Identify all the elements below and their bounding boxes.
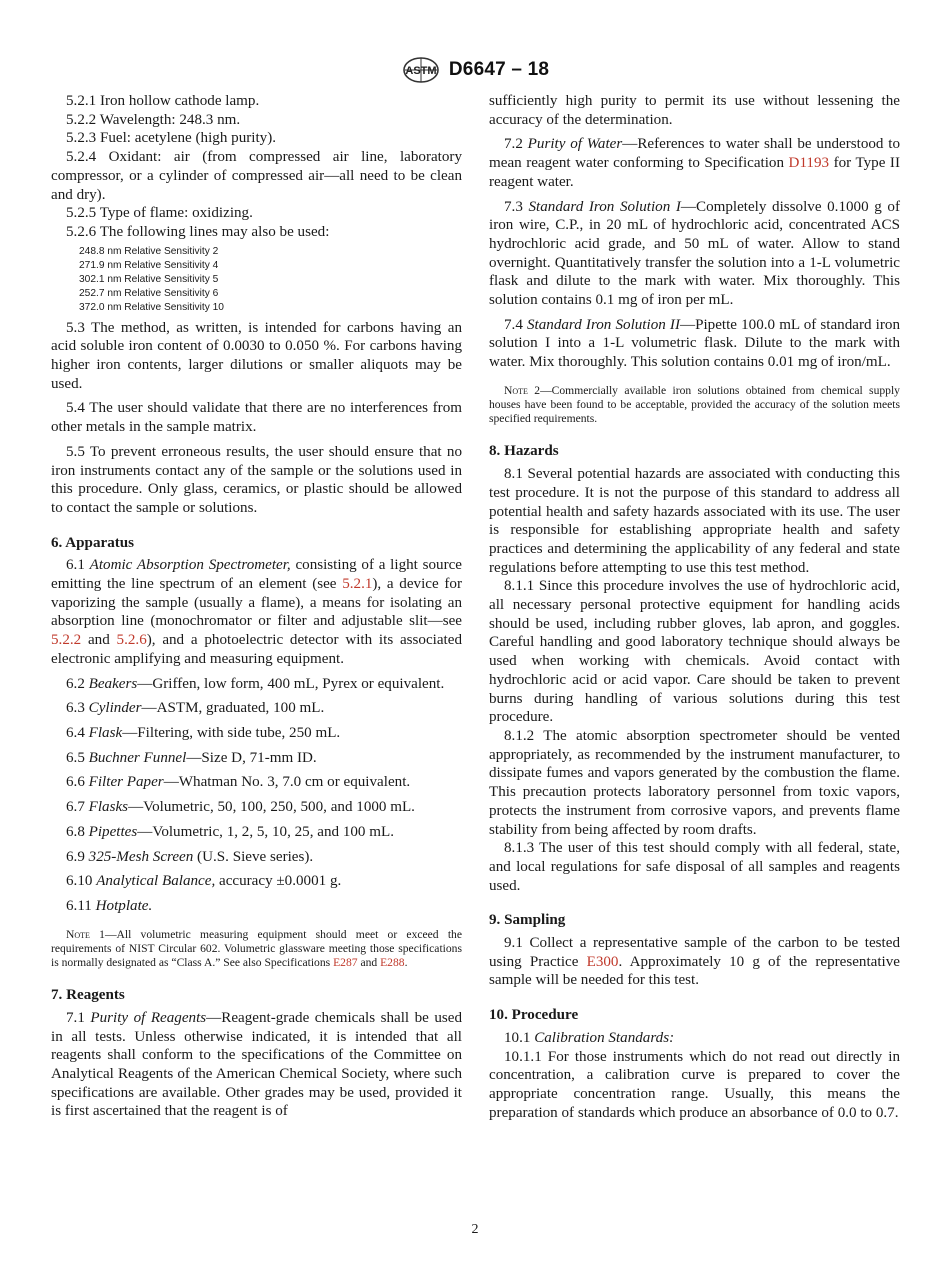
svg-text:ASTM: ASTM [405, 65, 437, 77]
page-number: 2 [471, 1222, 479, 1237]
item-title: Standard Iron Solution I [528, 198, 681, 215]
section-8-1-3: 8.1.3 The user of this test should comply with all federal, state, and local regulations for safe disposal of all samples and reagents used. [489, 840, 900, 894]
section-5-2-1: 5.2.1 Iron hollow cathode lamp. [66, 93, 260, 109]
item-text: for Type II reagent water. [489, 155, 900, 190]
section-5-5: 5.5 To prevent erroneous results, the user should ensure that no iron instruments contact any of the sample or the solutions used in this procedure. Only glass, ceramics, or plastic should be allowed to contact the sample or solutions. [51, 443, 462, 516]
item-number: 7.4 [504, 316, 527, 333]
sensitivity-line: 248.8 nm Relative Sensitivity 2 [79, 245, 219, 257]
item-text: —References to water shall be understood to mean reagent water conforming to Specification [489, 136, 901, 172]
item-text: —ASTM, graduated, 100 mL. [141, 700, 325, 717]
section-5-2-6: 5.2.6 The following lines may also be used: [66, 223, 330, 240]
section-6-1 [51, 556, 462, 668]
item-title: Flasks [88, 799, 129, 816]
item-text: and [81, 632, 117, 649]
section-5-2-2: 5.2.2 Wavelength: 248.3 nm. [66, 111, 241, 128]
item-text: —Volumetric, 50, 100, 250, 500, and 1000 mL. [128, 799, 415, 816]
note-text: —Commercially available iron solutions obtained from chemical supply houses have been found to be acceptable, provided the accuracy of the solution meets specified requirements. [489, 383, 900, 426]
item-number: 7.2 [504, 136, 528, 153]
section-5-2-5: 5.2.5 Type of flame: oxidizing. [66, 205, 253, 222]
document-id: D6647 – 18 [448, 59, 550, 80]
item-title: Purity of Reagents [90, 1009, 207, 1026]
section-6-5 [51, 749, 462, 768]
item-text: (U.S. Sieve series). [193, 848, 314, 865]
section-6-6 [51, 773, 462, 792]
heading-sampling: 9. Sampling [489, 912, 566, 929]
section-8-1: 8.1 Several potential hazards are associated with conducting this test procedure. It is not the purpose of this standard to address all potential health and safety hazards associated with its use. The user is responsible for establishing appropriate health and safety practices and determining the applicability of any federal and state regulations before attempting to use this test method. [489, 466, 900, 576]
item-title: 325-Mesh Screen [88, 848, 194, 865]
sensitivity-line: 302.1 nm Relative Sensitivity 5 [79, 273, 219, 285]
heading-apparatus: 6. Apparatus [51, 534, 135, 551]
section-7-1 [51, 1009, 462, 1121]
item-title: Flask [88, 724, 123, 741]
item-number: 6.8 [66, 823, 89, 840]
item-title: Buchner Funnel [88, 749, 187, 766]
note-1 [51, 928, 462, 971]
item-number: 6.1 [66, 557, 90, 574]
ref-link-e287[interactable]: E287 [333, 956, 358, 970]
note-2 [489, 384, 900, 427]
ref-link-e288[interactable]: E288 [380, 956, 405, 970]
item-text: —Reagent-grade chemicals shall be used in all tests. Unless otherwise indicated, it is intended that all reagents shall conform to the specifications of the Committee on Analytical Reagents of the American Chemical Society, where such specifications are available. Other grades may be used, provided it is first ascertained that the reagent is of [51, 1009, 463, 1120]
astm-logo-icon [401, 56, 441, 84]
ref-link-d1193[interactable]: D1193 [788, 155, 830, 172]
item-title: Pipettes [88, 823, 138, 840]
item-title: Calibration Standards: [534, 1029, 675, 1046]
item-title: Standard Iron Solution II [527, 316, 680, 333]
section-8-1-1: 8.1.1 Since this procedure involves the use of hydrochloric acid, all necessary personal protective equipment for handling acids should be used, including rubber gloves, lab apron, and goggles. Careful handling and good laboratory technique should always be used when working with chemicals. Avoid contact with hydrochloric acid or acid vapor. Care should be taken to prevent burns during handling of various solutions during this test procedure. [489, 578, 900, 726]
heading-hazards: 8. Hazards [489, 443, 559, 460]
section-5-2-4: 5.2.4 Oxidant: air (from compressed air line, laboratory compressor, or a cylinder of compressed air—all need to be clean and dry). [51, 149, 462, 203]
item-text: accuracy ±0.0001 g. [215, 873, 342, 890]
note-label: Note 1 [66, 927, 105, 941]
heading-procedure: 10. Procedure [489, 1007, 579, 1024]
item-number: 6.6 [66, 774, 89, 791]
note-text: . [404, 956, 408, 970]
right-column [489, 92, 900, 1122]
note-text: and [357, 956, 381, 970]
heading-reagents: 7. Reagents [51, 987, 125, 1004]
section-5-2-3: 5.2.3 Fuel: acetylene (high purity). [66, 130, 277, 147]
item-title: Hotplate. [95, 897, 153, 914]
item-number: 6.5 [66, 749, 89, 766]
ref-link-e300[interactable]: E300 [586, 953, 619, 970]
item-title: Purity of Water [527, 136, 623, 153]
section-6-7 [51, 798, 462, 817]
item-text: —Whatman No. 3, 7.0 cm or equivalent. [163, 774, 411, 791]
section-6-11 [51, 897, 462, 916]
note-label: Note 2 [504, 383, 541, 397]
item-number: 6.10 [66, 873, 97, 890]
sensitivity-line: 271.9 nm Relative Sensitivity 4 [79, 259, 219, 271]
item-title: Filter Paper [88, 774, 164, 791]
item-title: Beakers [88, 675, 138, 692]
item-number: 6.11 [66, 897, 96, 914]
section-6-2 [51, 675, 462, 694]
note-text: —All volumetric measuring equipment should meet or exceed the requirements of NIST Circular 602. Volumetric glassware meeting those specifications is normally designated as “Class A.” See also Specifications [51, 927, 462, 970]
item-text: —Completely dissolve 0.1000 g of iron wire, C.P., in 20 mL of hydrochloric acid, concentrated ACS hydrochloric acid grade, and 50 mL of water. Allow to stand overnight. Quantitatively transfer the solution into a 1-L volumetric flask and dilute to the mark with water. Mix thoroughly. This solution contains 0.1 mg of iron per mL. [489, 198, 900, 309]
section-10-1 [489, 1029, 900, 1048]
sensitivity-list [51, 245, 462, 315]
item-number: 6.7 [66, 799, 89, 816]
section-6-3 [51, 699, 462, 718]
item-title: Atomic Absorption Spectrometer, [89, 557, 291, 574]
section-9-1 [489, 934, 900, 990]
section-6-10 [51, 872, 462, 891]
item-text: . Approximately 10 g of the representative sample will be needed for this test. [489, 953, 900, 989]
section-7-3 [489, 198, 900, 310]
item-number: 10.1 [504, 1029, 535, 1046]
item-number: 7.1 [66, 1009, 91, 1026]
item-title: Cylinder [88, 700, 142, 717]
section-6-4 [51, 724, 462, 743]
item-text: consisting of a light source emitting the line spectrum of an element (see [51, 557, 462, 593]
section-10-1-1: 10.1.1 For those instruments which do not read out directly in concentration, a calibration curve is prepared to cover the appropriate concentration range. Usually, this means the preparation of standards which produce an absorbance of 0.0 to 0.7. [489, 1048, 900, 1121]
item-text: —Griffen, low form, 400 mL, Pyrex or equivalent. [137, 675, 445, 692]
item-text: —Filtering, with side tube, 250 mL. [122, 724, 341, 741]
item-title: Analytical Balance, [96, 873, 216, 890]
ref-link-5-2-6[interactable]: 5.2.6 [116, 632, 147, 649]
item-text: ), and a photoelectric detector with its associated electronic amplifying and measuring equipment. [51, 632, 463, 667]
item-number: 6.2 [66, 675, 89, 692]
item-number: 6.9 [66, 848, 89, 865]
section-5-3: 5.3 The method, as written, is intended for carbons having an acid soluble iron content of 0.0030 to 0.050 %. For carbons having higher iron contents, larger dilutions or smaller aliquots may be used. [51, 319, 462, 392]
ref-link-5-2-1[interactable]: 5.2.1 [342, 576, 373, 593]
section-5-4: 5.4 The user should validate that there are no interferences from other metals in the sample matrix. [51, 400, 462, 436]
left-column [51, 92, 462, 1121]
section-7-1-continued: sufficiently high purity to permit its use without lessening the accuracy of the determination. [489, 93, 900, 128]
page-header [0, 56, 950, 84]
item-text: —Size D, 71-mm ID. [186, 749, 317, 766]
item-number: 7.3 [504, 198, 529, 215]
item-text: ), a device for vaporizing the sample (usually a flame), a means for isolating an absorption line (monochromator or filter and adjustable slit—see [51, 576, 462, 630]
sensitivity-line: 252.7 nm Relative Sensitivity 6 [79, 287, 219, 299]
item-number: 6.4 [66, 724, 89, 741]
item-text: —Volumetric, 1, 2, 5, 10, 25, and 100 mL. [137, 823, 394, 840]
section-7-2 [489, 135, 900, 191]
section-7-4 [489, 316, 900, 372]
item-text: —Pipette 100.0 mL of standard iron solution I into a 1-L volumetric flask. Dilute to the mark with water. Mix thoroughly. This solution contains 0.01 mg of iron/mL. [489, 316, 900, 371]
item-text: 9.1 Collect a representative sample of the carbon to be tested using Practice [489, 935, 900, 970]
section-6-8 [51, 823, 462, 842]
section-8-1-2: 8.1.2 The atomic absorption spectrometer should be vented appropriately, as recommended by the instrument manufacturer, to dissipate fumes and vapors generated by the combustion the flame. This precaution protects laboratory personnel from toxic vapors, protects the instrument from corrosive vapors, and prevents flame stability from being affected by room drafts. [489, 728, 900, 838]
section-6-9 [51, 848, 462, 867]
item-number: 6.3 [66, 700, 89, 717]
sensitivity-line: 372.0 nm Relative Sensitivity 10 [79, 301, 224, 313]
ref-link-5-2-2[interactable]: 5.2.2 [51, 632, 82, 649]
